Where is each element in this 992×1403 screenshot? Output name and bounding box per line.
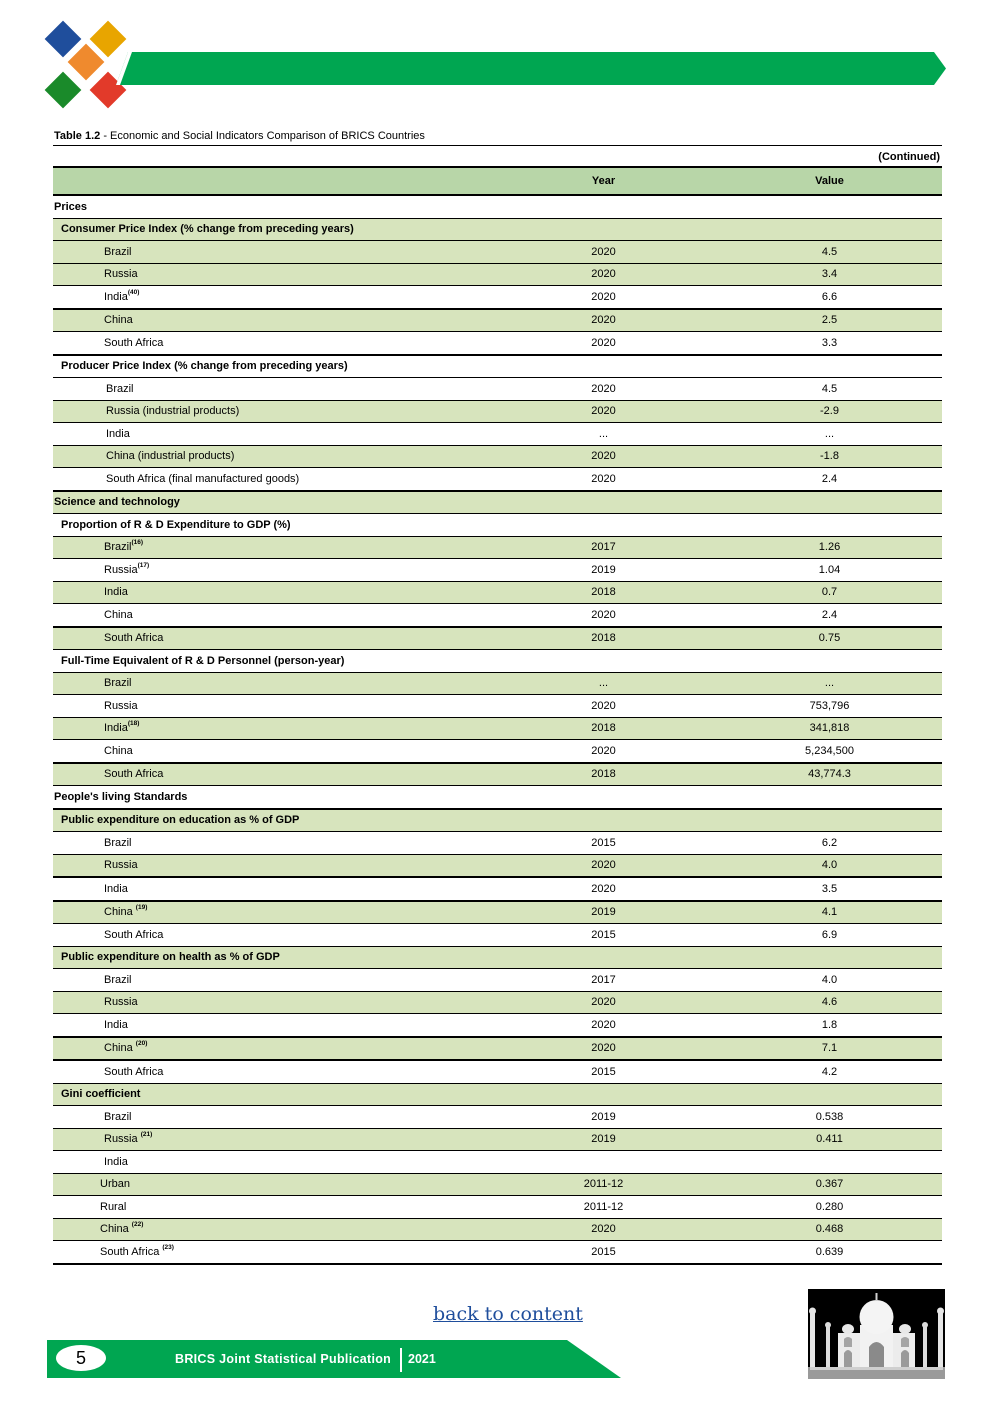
row-value: -2.9: [717, 400, 942, 423]
row-value: 3.3: [717, 332, 942, 355]
row-year: [490, 946, 717, 969]
row-label-text: Russia: [104, 563, 138, 576]
row-value: 1.26: [717, 536, 942, 559]
row-label-text: India: [104, 290, 128, 303]
row-value: [717, 809, 942, 832]
table-row: [53, 809, 942, 832]
row-year: ...: [490, 672, 717, 695]
row-value: 4.2: [717, 1060, 942, 1083]
table-row: [53, 1196, 942, 1219]
table-row: [53, 1241, 942, 1264]
row-label: [53, 901, 490, 924]
row-label: [53, 491, 490, 514]
row-label-text: Public expenditure on health as % of GDP: [61, 951, 280, 964]
row-label: [53, 536, 490, 559]
row-value: 341,818: [717, 717, 942, 740]
row-label-text: Rural: [100, 1200, 127, 1213]
row-value: 753,796: [717, 695, 942, 718]
row-label: [53, 627, 490, 650]
table-row: [53, 195, 942, 218]
header-year: Year: [490, 167, 717, 195]
table-row: [53, 740, 942, 763]
row-label: [53, 672, 490, 695]
row-year: 2020: [490, 604, 717, 627]
row-value: 2.5: [717, 309, 942, 332]
table-row: [53, 378, 942, 401]
row-label-text: Urban: [100, 1178, 130, 1191]
row-label-text: Russia: [104, 996, 138, 1009]
row-year: 2015: [490, 1060, 717, 1083]
table-caption-text: - Economic and Social Indicators Comparison of BRICS Countries: [100, 130, 425, 142]
table-row: [53, 1218, 942, 1241]
row-year: 2017: [490, 969, 717, 992]
table-row: [53, 1128, 942, 1151]
table-row: [53, 355, 942, 378]
row-year: 2020: [490, 991, 717, 1014]
row-value: [717, 218, 942, 241]
table-row: [53, 763, 942, 786]
row-value: 6.6: [717, 286, 942, 309]
row-label-text: Public expenditure on education as % of GDP: [61, 814, 300, 827]
row-label: [53, 1083, 490, 1106]
page-number: 5: [56, 1345, 106, 1371]
row-value: [717, 514, 942, 537]
row-value: ...: [717, 672, 942, 695]
table-row: [53, 969, 942, 992]
row-label-text: Brazil: [104, 1110, 132, 1123]
row-label: [53, 423, 490, 446]
row-label-text: India: [106, 427, 130, 440]
row-label: [53, 1241, 490, 1264]
row-label-text: India: [104, 586, 128, 599]
header-blank-cell: [53, 167, 490, 195]
row-label-text: China: [104, 744, 133, 757]
row-value: 4.5: [717, 241, 942, 264]
row-year: 2020: [490, 468, 717, 491]
row-year: 2019: [490, 901, 717, 924]
row-label-text: China: [104, 314, 133, 327]
table-row: [53, 1173, 942, 1196]
row-label-text: Brazil: [104, 541, 132, 554]
row-label-text: Russia (industrial products): [106, 405, 240, 418]
row-year: [490, 1151, 717, 1174]
row-year: 2020: [490, 854, 717, 877]
row-value: [717, 946, 942, 969]
table-row: [53, 672, 942, 695]
table-caption: [54, 130, 425, 142]
row-label-text: Brazil: [104, 836, 132, 849]
row-label-text: India: [104, 722, 128, 735]
row-label-text: Russia: [104, 268, 138, 281]
row-label-text: China (industrial products): [106, 450, 235, 463]
row-label-text: China: [104, 608, 133, 621]
row-value: 3.5: [717, 877, 942, 901]
row-label-text: China: [100, 1223, 132, 1236]
row-year: 2015: [490, 1241, 717, 1264]
row-value: [717, 786, 942, 809]
table-row: [53, 650, 942, 673]
row-label: [53, 355, 490, 378]
row-value: 4.0: [717, 854, 942, 877]
table-row: [53, 604, 942, 627]
table-row: [53, 1037, 942, 1061]
row-label-text: South Africa: [100, 1245, 163, 1258]
row-value: 0.639: [717, 1241, 942, 1264]
row-label: [53, 1173, 490, 1196]
row-label: [53, 991, 490, 1014]
row-year: 2019: [490, 559, 717, 582]
footer-separator: [400, 1348, 402, 1372]
table-row: [53, 332, 942, 355]
row-label-text: Proportion of R & D Expenditure to GDP (%): [61, 518, 291, 531]
row-year: 2011-12: [490, 1173, 717, 1196]
row-label-text: Brazil: [106, 382, 134, 395]
row-year: [490, 786, 717, 809]
row-label-text: Science and technology: [54, 496, 180, 509]
row-label: [53, 604, 490, 627]
table-row: [53, 1083, 942, 1106]
header-banner: [116, 52, 946, 85]
table-row: [53, 786, 942, 809]
row-value: 0.7: [717, 581, 942, 604]
table-row: [53, 877, 942, 901]
row-label-text: India: [104, 882, 128, 895]
row-value: 1.04: [717, 559, 942, 582]
footnote-ref: (18): [127, 720, 140, 728]
row-value: 6.2: [717, 832, 942, 855]
footer-year: 2021: [408, 1352, 436, 1366]
table-row: [53, 468, 942, 491]
row-year: [490, 650, 717, 673]
row-value: 0.367: [717, 1173, 942, 1196]
caption-rule: [53, 145, 942, 146]
row-year: 2020: [490, 1014, 717, 1037]
row-label: [53, 514, 490, 537]
row-year: 2018: [490, 627, 717, 650]
table-row: [53, 581, 942, 604]
row-year: [490, 1083, 717, 1106]
row-value: 0.468: [717, 1218, 942, 1241]
row-year: 2020: [490, 1218, 717, 1241]
row-label: [53, 924, 490, 947]
row-label-text: South Africa: [104, 768, 164, 781]
row-label: [53, 650, 490, 673]
row-year: ...: [490, 423, 717, 446]
table-row: [53, 695, 942, 718]
row-label: [53, 740, 490, 763]
row-value: 0.75: [717, 627, 942, 650]
row-label: [53, 1196, 490, 1219]
row-value: 6.9: [717, 924, 942, 947]
row-label: [53, 1014, 490, 1037]
table-row: [53, 286, 942, 309]
row-value: 7.1: [717, 1037, 942, 1061]
row-year: 2018: [490, 581, 717, 604]
row-value: 4.0: [717, 969, 942, 992]
row-label-text: India: [104, 1155, 128, 1168]
table-row: [53, 445, 942, 468]
row-value: 0.538: [717, 1106, 942, 1129]
row-value: [717, 1083, 942, 1106]
row-year: 2020: [490, 263, 717, 286]
footnote-ref: (17): [137, 561, 150, 569]
row-label: [53, 695, 490, 718]
footnote-ref: (22): [131, 1221, 144, 1229]
row-label: [53, 241, 490, 264]
table-row: [53, 423, 942, 446]
row-year: 2019: [490, 1106, 717, 1129]
row-value: 0.280: [717, 1196, 942, 1219]
footnote-ref: (23): [162, 1243, 174, 1251]
row-label-text: Russia: [104, 699, 138, 712]
indicators-table: [53, 166, 942, 1265]
header-value: Value: [717, 167, 942, 195]
row-label: [53, 1060, 490, 1083]
table-row: [53, 218, 942, 241]
row-value: 3.4: [717, 263, 942, 286]
row-label-text: Gini coefficient: [61, 1088, 141, 1101]
row-label: [53, 309, 490, 332]
row-label-text: Full-Time Equivalent of R & D Personnel (person-year): [61, 654, 345, 667]
row-year: 2011-12: [490, 1196, 717, 1219]
row-label-text: People's living Standards: [54, 790, 188, 803]
row-label: [53, 195, 490, 218]
row-value: 2.4: [717, 468, 942, 491]
row-year: 2019: [490, 1128, 717, 1151]
table-row: [53, 241, 942, 264]
row-value: 4.1: [717, 901, 942, 924]
row-value: 4.5: [717, 378, 942, 401]
table-row: [53, 536, 942, 559]
row-year: [490, 809, 717, 832]
row-label: [53, 332, 490, 355]
row-value: [717, 491, 942, 514]
table-row: [53, 854, 942, 877]
table-row: [53, 263, 942, 286]
row-value: [717, 650, 942, 673]
row-value: 43,774.3: [717, 763, 942, 786]
row-label-text: China: [104, 1042, 136, 1055]
table-row: [53, 924, 942, 947]
row-label: [53, 946, 490, 969]
row-value: [717, 1151, 942, 1174]
row-value: [717, 195, 942, 218]
row-label: [53, 717, 490, 740]
table-row: [53, 627, 942, 650]
table-row: [53, 901, 942, 924]
row-label: [53, 263, 490, 286]
row-year: 2020: [490, 309, 717, 332]
row-label: [53, 559, 490, 582]
table-row: [53, 1014, 942, 1037]
row-label: [53, 809, 490, 832]
row-label: [53, 1106, 490, 1129]
row-label: [53, 400, 490, 423]
table-row: [53, 514, 942, 537]
row-year: 2017: [490, 536, 717, 559]
row-year: [490, 195, 717, 218]
row-label: [53, 1037, 490, 1061]
row-label-text: China: [104, 906, 136, 919]
row-year: 2020: [490, 877, 717, 901]
table-caption-label: Table 1.2: [54, 130, 101, 142]
row-value: 2.4: [717, 604, 942, 627]
footnote-ref: (20): [135, 1040, 148, 1048]
row-label: [53, 468, 490, 491]
footnote-ref: (21): [140, 1131, 153, 1139]
table-row: [53, 559, 942, 582]
table-row: [53, 309, 942, 332]
footnote-ref: (40): [127, 288, 140, 296]
row-label-text: South Africa: [104, 336, 164, 349]
row-year: [490, 355, 717, 378]
table-row: [53, 991, 942, 1014]
row-year: 2020: [490, 1037, 717, 1061]
row-label: [53, 445, 490, 468]
row-label-text: India: [104, 1018, 128, 1031]
row-year: 2020: [490, 286, 717, 309]
row-label: [53, 877, 490, 901]
table-row: [53, 1060, 942, 1083]
row-label-text: Brazil: [104, 245, 132, 258]
row-label: [53, 832, 490, 855]
row-value: ...: [717, 423, 942, 446]
row-label-text: Prices: [54, 200, 88, 213]
row-label: [53, 854, 490, 877]
taj-mahal-image: [808, 1289, 945, 1379]
footnote-ref: (19): [135, 904, 148, 912]
back-to-content-link[interactable]: back to content: [433, 1303, 583, 1325]
row-label-text: Consumer Price Index (% change from preceding years): [61, 223, 354, 236]
footer-publication: BRICS Joint Statistical Publication: [175, 1352, 392, 1366]
row-year: 2020: [490, 695, 717, 718]
row-year: 2015: [490, 924, 717, 947]
row-label: [53, 581, 490, 604]
row-year: 2015: [490, 832, 717, 855]
row-year: 2020: [490, 378, 717, 401]
row-label: [53, 218, 490, 241]
row-label-text: Producer Price Index (% change from preceding years): [61, 360, 348, 373]
row-year: 2018: [490, 763, 717, 786]
logo-green-diamond: [45, 72, 82, 109]
row-year: 2020: [490, 445, 717, 468]
row-value: -1.8: [717, 445, 942, 468]
row-value: 1.8: [717, 1014, 942, 1037]
row-year: 2018: [490, 717, 717, 740]
row-label: [53, 1218, 490, 1241]
table-row: [53, 946, 942, 969]
table-row: [53, 400, 942, 423]
row-label: [53, 286, 490, 309]
row-year: 2020: [490, 740, 717, 763]
row-year: 2020: [490, 400, 717, 423]
row-label-text: South Africa: [104, 632, 164, 645]
table-row: [53, 832, 942, 855]
row-label-text: South Africa: [104, 1065, 164, 1078]
row-label-text: Brazil: [104, 677, 132, 690]
continued-label: (Continued): [878, 151, 940, 163]
row-label: [53, 378, 490, 401]
row-year: [490, 218, 717, 241]
row-label-text: South Africa (final manufactured goods): [106, 472, 300, 485]
footnote-ref: (16): [131, 539, 144, 547]
row-value: 5,234,500: [717, 740, 942, 763]
row-label-text: Russia: [104, 859, 138, 872]
row-label: [53, 1128, 490, 1151]
row-label: [53, 1151, 490, 1174]
row-year: 2020: [490, 332, 717, 355]
row-label-text: South Africa: [104, 928, 164, 941]
row-year: 2020: [490, 241, 717, 264]
row-year: [490, 491, 717, 514]
row-value: 0.411: [717, 1128, 942, 1151]
table-row: [53, 1151, 942, 1174]
row-value: 4.6: [717, 991, 942, 1014]
table-row: [53, 1106, 942, 1129]
row-value: [717, 355, 942, 378]
row-label: [53, 786, 490, 809]
row-label-text: Brazil: [104, 973, 132, 986]
row-label-text: Russia: [104, 1133, 141, 1146]
table-header-row: [53, 167, 942, 195]
page-header-title: General Information, Economic and Social Indicators Comparison of BRICS Countries: [195, 8, 845, 25]
row-year: [490, 514, 717, 537]
table-row: [53, 717, 942, 740]
row-label: [53, 969, 490, 992]
row-label: [53, 763, 490, 786]
table-row: [53, 491, 942, 514]
